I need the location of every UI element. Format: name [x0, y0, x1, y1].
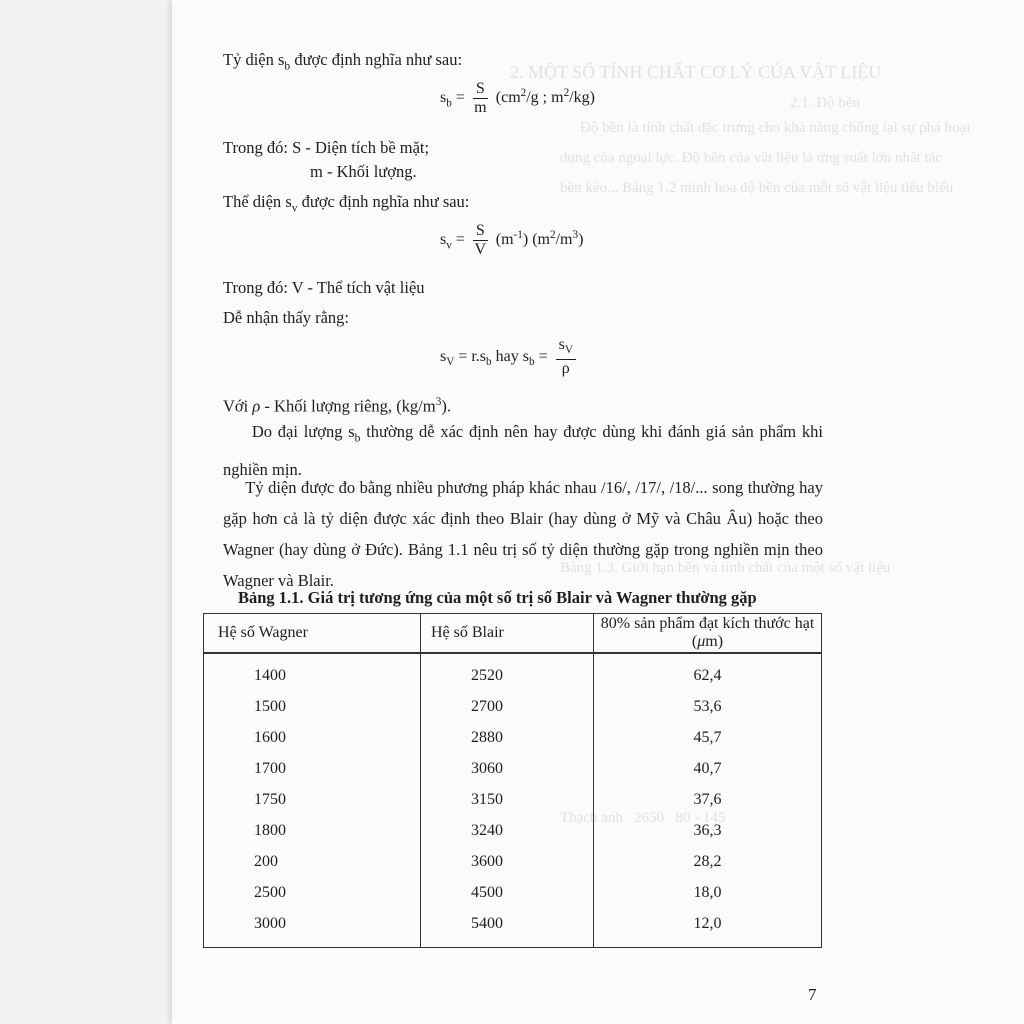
where-v: Trong đó: V - Thể tích vật liệu: [223, 278, 425, 297]
table-cell: 1500: [204, 691, 421, 722]
table-row: [204, 815, 822, 846]
definition-sb-intro: Tỷ diện $s_b$ được định nghĩa như sau:: [223, 50, 463, 73]
where-m: m - Khối lượng.: [310, 162, 417, 181]
table-cell: 40,7: [594, 753, 822, 784]
table-row: [204, 784, 822, 815]
table-row: [204, 877, 822, 908]
bleed-through-line: Thạch anh 2650 80 - 145: [560, 810, 726, 826]
table-cell: 3600: [421, 846, 594, 877]
table-cell: 36,3: [594, 815, 822, 846]
table-cell: 2500: [204, 877, 421, 908]
table-cell: 200: [204, 846, 421, 877]
table-row: [204, 846, 822, 877]
table-row: [204, 691, 822, 722]
bleed-through-line: Độ bền là tính chất đặc trưng cho khả năng chống lại sự phá hoại: [580, 120, 971, 136]
table-cell: 5400: [421, 908, 594, 948]
table-cell: 1750: [204, 784, 421, 815]
header-blair: Hệ số Blair: [421, 614, 594, 654]
table-cell: 37,6: [594, 784, 822, 815]
table-cell: 2880: [421, 722, 594, 753]
formula-sv: $s_v$ = $\frac{S}{V}$ $(m^{-1})$ $(m^2/m^3)$: [440, 222, 584, 258]
rho-definition: Với ρ - Khối lượng riêng, $(kg/m^3)$.: [223, 396, 452, 416]
table-row: [204, 653, 822, 691]
table-cell: 53,6: [594, 691, 822, 722]
table-cell: 1700: [204, 753, 421, 784]
table-caption: Bảng 1.1. Giá trị tương ứng của một số trị số Blair và Wagner thường gặp: [238, 588, 757, 607]
table-cell: 4500: [421, 877, 594, 908]
bleed-through-line: dụng của ngoại lực. Độ bền của vật liệu là ứng suất lớn nhất tác: [560, 150, 942, 166]
table-cell: 18,0: [594, 877, 822, 908]
header-particle: 80% sản phẩm đạt kích thước hạt (μm): [594, 614, 822, 654]
table-row: [204, 722, 822, 753]
paragraph-sb-usage: Do đại lượng $s_b$ thường dễ xác định nên hay được dùng khi đánh giá sản phẩm khi nghiền mịn.: [223, 422, 823, 480]
table-row: [204, 908, 822, 948]
table-cell: 3060: [421, 753, 594, 784]
header-wagner: Hệ số Wagner: [204, 614, 421, 654]
bleed-through-line: bền kéo... Bảng 1.2 minh họa độ bền của một số vật liệu tiêu biểu: [560, 180, 954, 196]
observe-line: Dễ nhận thấy rằng:: [223, 308, 349, 327]
bleed-through-heading: 2. MỘT SỐ TÍNH CHẤT CƠ LÝ CỦA VẬT LIỆU: [510, 62, 882, 82]
table-cell: 1400: [204, 653, 421, 691]
table-cell: 3000: [204, 908, 421, 948]
page-number: 7: [808, 985, 817, 1004]
bleed-through-line: 2.1. Độ bền: [790, 95, 860, 111]
where-s: Trong đó: S - Diện tích bề mặt;: [223, 138, 430, 157]
table-cell: 1800: [204, 815, 421, 846]
definition-sv-intro: Thể diện $s_v$ được định nghĩa như sau:: [223, 192, 470, 215]
wagner-blair-table: [203, 613, 822, 948]
table-cell: 12,0: [594, 908, 822, 948]
paragraph-methods: Tỷ diện được đo bằng nhiều phương pháp khác nhau /16/, /17/, /18/... song thường hay gặp hơn cả là tỷ diện được xác định theo Blair (hay dùng ở Mỹ và Châu Âu) hoặc theo Wagner (hay dùng ở Đức). Bảng 1.1 nêu trị số tỷ diện thường gặp trong nghiền mịn theo Wagner và Blair.: [223, 478, 823, 590]
table-cell: 1600: [204, 722, 421, 753]
table-cell: 45,7: [594, 722, 822, 753]
table-cell: 3240: [421, 815, 594, 846]
bleed-through-line: Bảng 1.3. Giới hạn bền và tính chất của một số vật liệu: [560, 560, 891, 576]
table-cell: 62,4: [594, 653, 822, 691]
formula-sb: $s_b$ = $\frac{S}{m}$ ($cm^2/g$ ; $m^2/kg$): [440, 80, 595, 116]
table-cell: 28,2: [594, 846, 822, 877]
formula-relation: $s_V = r.s_b$ hay $s_b$ = $\frac{s_V}{\rho}$: [440, 336, 580, 378]
table-row: [204, 753, 822, 784]
table-cell: 3150: [421, 784, 594, 815]
table-cell: 2700: [421, 691, 594, 722]
table-cell: 2520: [421, 653, 594, 691]
